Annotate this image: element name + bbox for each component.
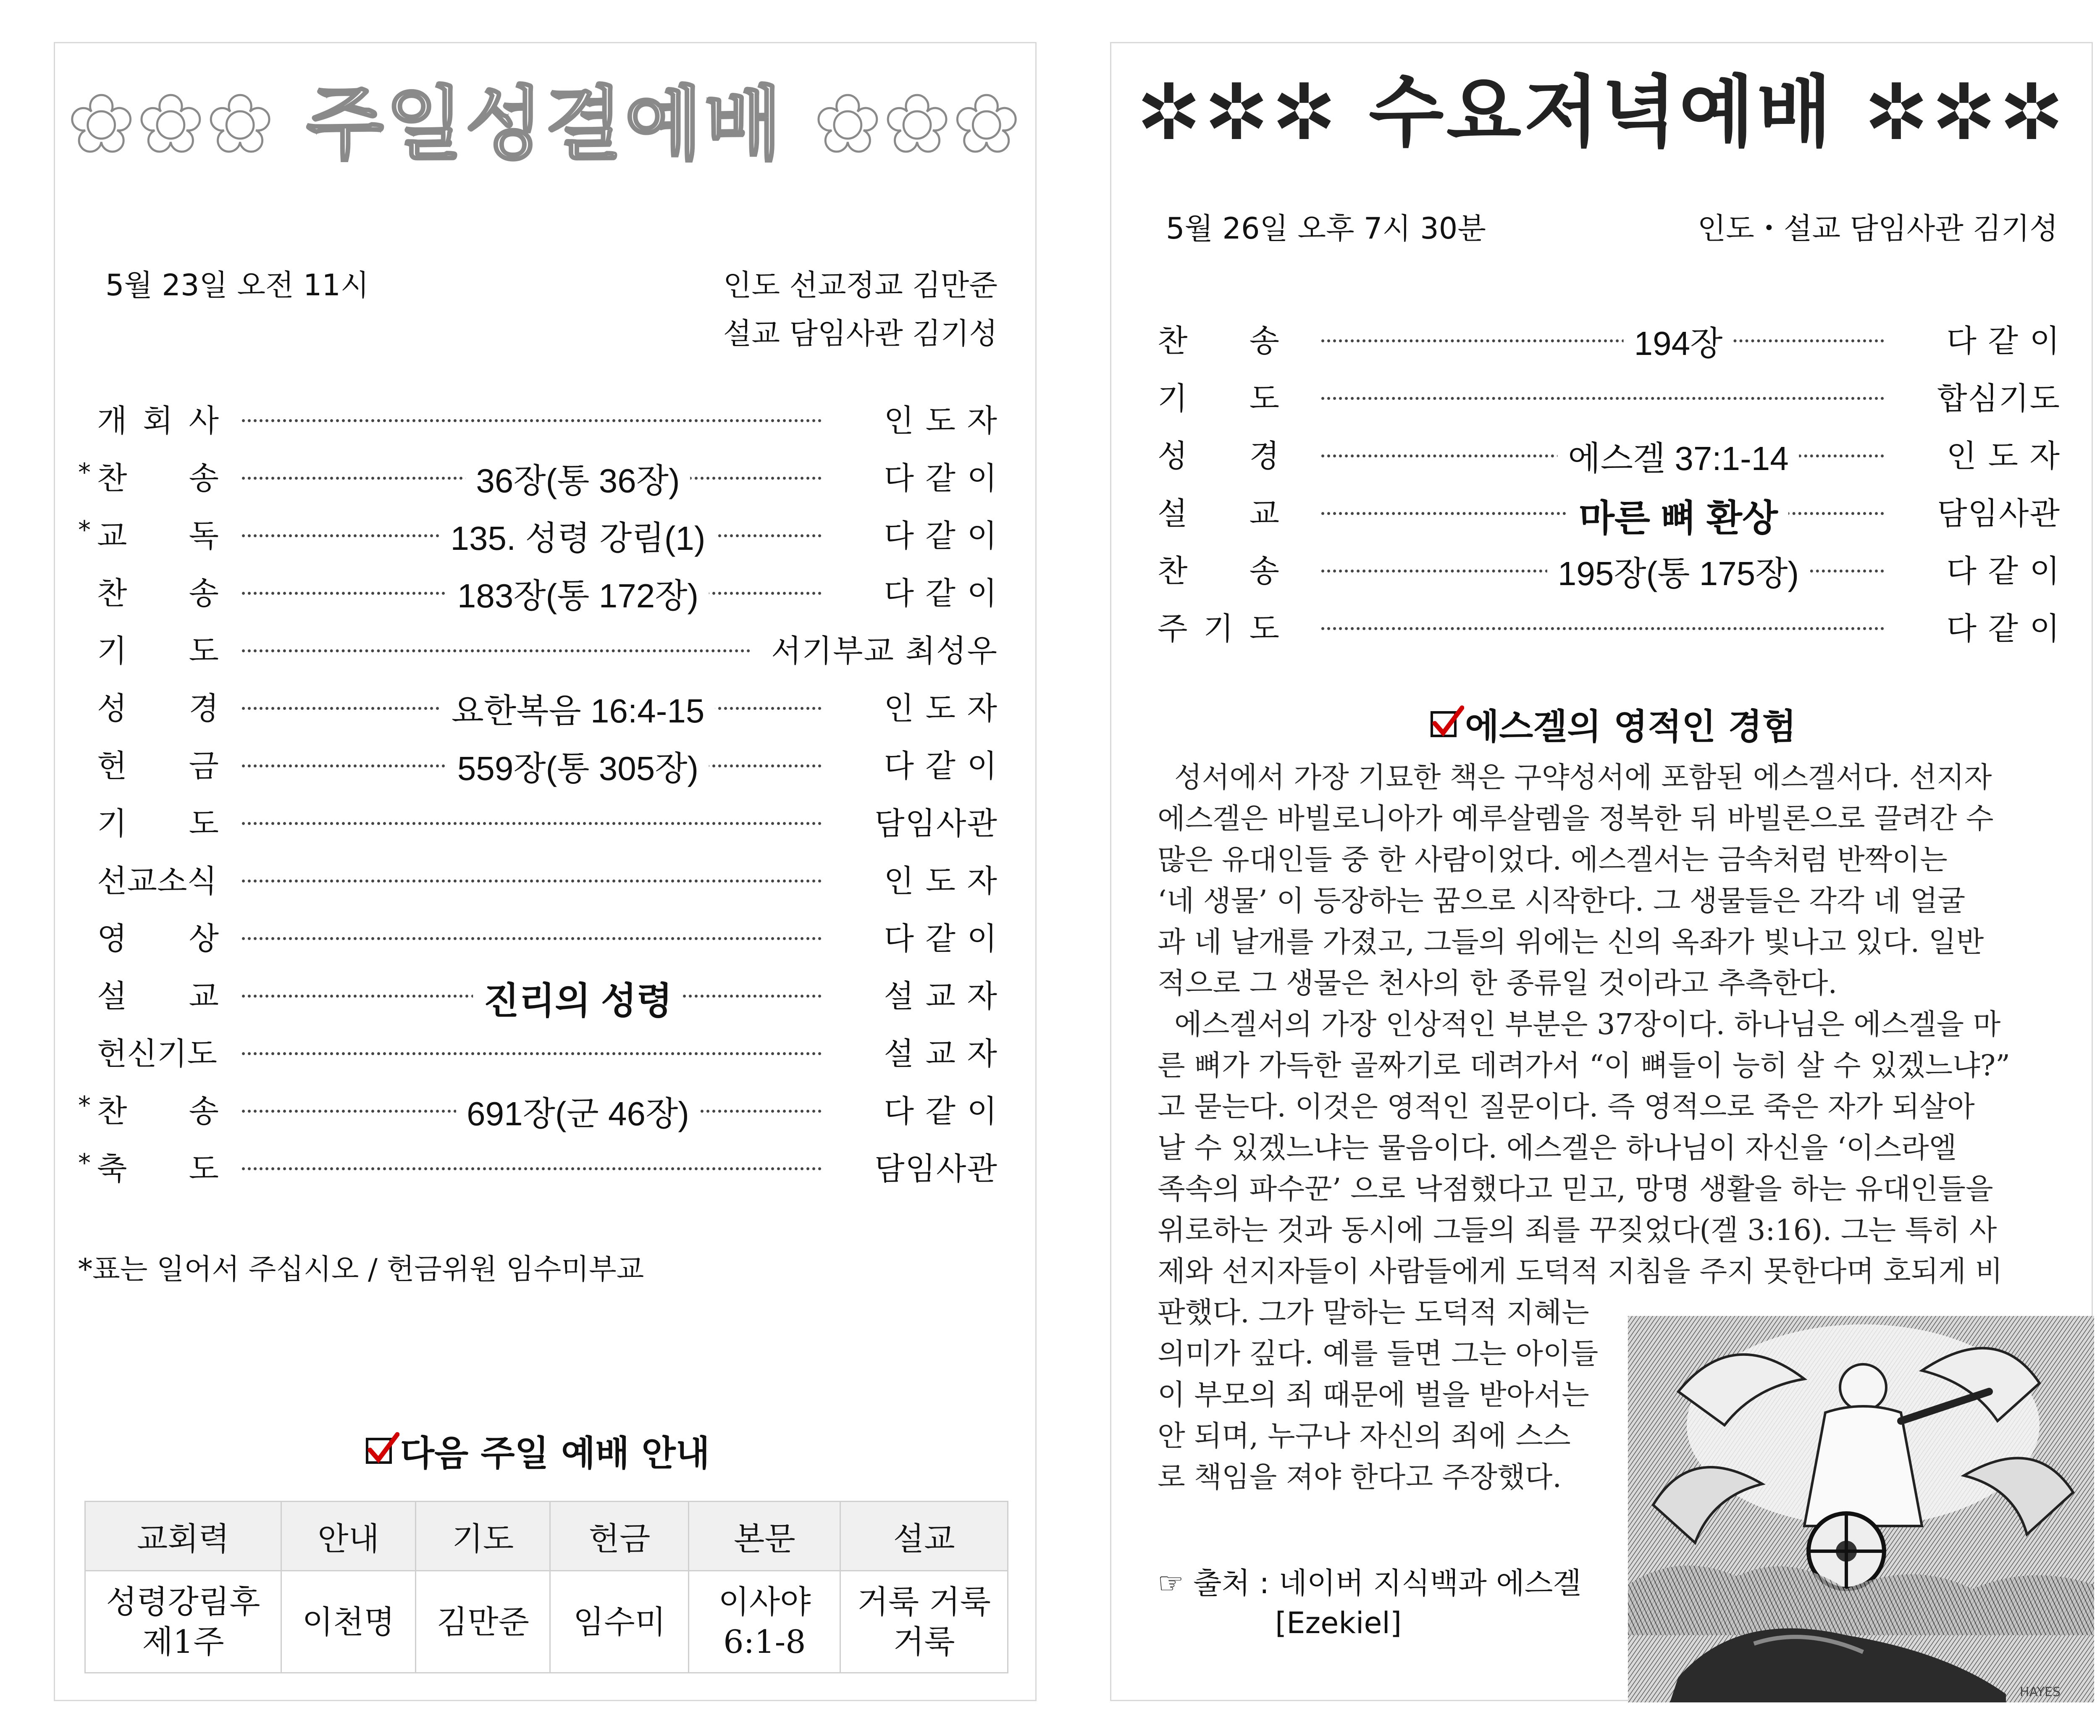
order-item-label: 주 기 도 [1158,611,1279,647]
wednesday-leader: 인도・설교 담임사관 김기성 [1697,211,2058,246]
order-item-detail: 36장(통 36장) [465,454,690,502]
dotted-leader [242,822,822,825]
order-item-leader: 담임사관 [874,806,998,842]
order-item-label: 찬 송 [97,1093,219,1129]
article-line: 많은 유대인들 중 한 사람이었다. 에스겔서는 금속처럼 반짝이는 [1158,843,1948,877]
table-header: 헌금 [550,1502,689,1571]
dotted-leader [242,937,822,940]
order-row [1158,489,2061,539]
table-header: 교회력 [85,1502,281,1571]
order-item-leader: 인 도 자 [1946,438,2061,474]
order-row [78,454,998,500]
sunday-title-text: 주일성결예배 [306,78,784,171]
order-item-label: 성 경 [97,691,219,727]
order-item-leader: 인 도 자 [884,863,998,899]
star-decoration-right: ✲✲✲ [1864,67,2067,158]
source-citation-en: [Ezekiel] [1275,1606,1402,1640]
dotted-leader [242,880,822,882]
article-line: 위로하는 것과 동시에 그들의 죄를 꾸짖었다(겔 3:16). 그는 특히 사 [1158,1214,1997,1247]
order-row [78,1087,998,1133]
order-item-label: 선교소식 [97,863,217,899]
next-service-heading [366,1425,710,1476]
table-header: 본문 [689,1502,840,1571]
order-row [78,741,998,788]
order-row [78,626,998,672]
order-item-label: 교 독 [97,518,219,554]
wednesday-datetime: 5월 26일 오후 7시 30분 [1166,211,1486,246]
order-item-label: 축 도 [97,1151,219,1187]
standing-marker: * [78,458,91,487]
order-item-label: 기 도 [1158,381,1279,417]
next-service-heading-text: 다음 주일 예배 안내 [400,1433,710,1474]
order-row [1158,316,2061,362]
checkbox-icon [1431,711,1457,737]
article-line: 에스겔은 바빌로니아가 예루살렘을 정복한 뒤 바빌론으로 끌려간 수 [1158,802,1994,835]
order-item-detail: 195장(통 175장) [1547,546,1809,595]
table-cell: 이천명 [281,1571,416,1673]
order-item-leader: 담임사관 [1937,496,2061,532]
notice-star: * [78,1253,92,1286]
sunday-title [55,60,1035,175]
order-row [1158,431,2061,478]
ezekiel-vision-engraving [1628,1316,2094,1702]
order-item-leader: 설 교 자 [884,978,998,1014]
article-line: 이 부모의 죄 때문에 벌을 받아서는 [1158,1379,1589,1412]
article-line: 로 책임을 져야 한다고 주장했다. [1158,1461,1562,1494]
order-item-leader: 인 도 자 [884,403,998,439]
table-header: 기도 [416,1502,550,1571]
order-item-detail: 에스겔 37:1-14 [1557,431,1799,480]
article-heading-text: 에스겔의 영적인 경험 [1465,706,1796,747]
flower-decoration-left: ✿✿✿ [68,78,276,171]
sunday-datetime: 5월 23일 오전 11시 [105,268,369,302]
order-row [78,1029,998,1075]
article-heading [1431,699,1796,749]
order-row [78,684,998,730]
notice-text: 표는 일어서 주십시오 / 헌금위원 임수미부교 [92,1253,644,1286]
order-item-detail: 요한복음 16:4-15 [441,684,715,732]
order-item-label: 헌 금 [97,748,219,784]
article-line: 족속의 파수꾼’ 으로 낙점했다고 믿고, 망명 생활을 하는 유대인들을 [1158,1173,1993,1206]
engraver-signature: HAYES [2019,1685,2061,1699]
article-line: 의미가 깊다. 예를 들면 그는 아이들 [1158,1337,1599,1371]
order-item-detail: 559장(통 305장) [447,741,709,790]
source-citation: ☞ 출처 : 네이버 지식백과 에스겔 [1158,1566,1582,1600]
order-item-label: 설 교 [97,978,219,1014]
article-line: 판했다. 그가 말하는 도덕적 지혜는 [1158,1296,1589,1329]
order-item-label: 개 회 사 [97,403,219,439]
checkbox-icon [366,1438,392,1464]
table-cell: 거룩 거룩 거룩 [840,1571,1008,1673]
order-item-leader: 다 같 이 [1946,323,2061,359]
dotted-leader [242,1167,822,1170]
order-item-label: 영 상 [97,921,219,957]
standing-notice [78,1247,644,1287]
standing-marker: * [78,1148,91,1178]
order-row [78,569,998,615]
wednesday-title-text: 수요저녁예배 [1368,67,1835,158]
order-item-leader: 설 교 자 [884,1036,998,1072]
article-body-continued [1158,1292,1620,1498]
order-row [1158,374,2061,420]
article-line: 적으로 그 생물은 천사의 한 종류일 것이라고 추측한다. [1158,967,1838,1000]
sunday-leader-line1: 인도 선교정교 김만준 [723,268,998,302]
order-item-label: 찬 송 [97,460,219,496]
standing-marker: * [78,1091,91,1120]
wednesday-bulletin-panel [1110,42,2093,1701]
order-row [1158,604,2061,650]
order-item-leader: 서기부교 최성우 [771,633,998,669]
table-cell: 김만준 [416,1571,550,1673]
order-item-label: 찬 송 [1158,553,1279,589]
standing-marker: * [78,515,91,545]
flower-decoration-right: ✿✿✿ [814,78,1023,171]
order-item-leader: 다 같 이 [884,575,998,612]
order-item-label: 찬 송 [97,575,219,612]
order-item-label: 성 경 [1158,438,1279,474]
article-body [1158,757,2061,1292]
order-item-leader: 담임사관 [874,1151,998,1187]
dotted-leader [242,649,750,652]
order-item-leader: 다 같 이 [884,921,998,957]
wednesday-title [1111,50,2092,161]
star-decoration-left: ✲✲✲ [1136,67,1339,158]
order-item-leader: 다 같 이 [1946,611,2061,647]
order-item-leader: 다 같 이 [884,460,998,496]
sunday-leader-line2: 설교 담임사관 김기성 [723,316,998,351]
dotted-leader [242,419,822,422]
article-line: 제와 선지자들이 사람들에게 도덕적 지침을 주지 못한다며 호되게 비 [1158,1255,2003,1288]
order-item-detail: 183장(통 172장) [447,569,709,617]
order-row [78,396,998,442]
article-line: 과 네 날개를 가졌고, 그들의 위에는 신의 옥좌가 빛나고 있다. 일반 [1158,926,1984,959]
order-item-leader: 다 같 이 [884,748,998,784]
next-service-table [84,1501,1008,1673]
article-line: 른 뼈가 가득한 골짜기로 데려가서 “이 뼈들이 능히 살 수 있겠느냐?” [1158,1049,2011,1082]
order-row [78,799,998,845]
order-item-leader: 다 같 이 [884,1093,998,1129]
order-row [78,914,998,960]
order-item-leader: 합심기도 [1937,381,2061,417]
order-row [78,511,998,557]
dotted-leader [1321,397,1884,400]
table-cell: 임수미 [550,1571,689,1673]
article-line: 에스겔서의 가장 인상적인 부분은 37장이다. 하나님은 에스겔을 마 [1174,1008,2001,1041]
article-line: ‘네 생물’ 이 등장하는 꿈으로 시작한다. 그 생물들은 각각 네 얼굴 [1158,885,1966,918]
order-item-detail: 691장(군 46장) [456,1087,700,1135]
order-item-leader: 인 도 자 [884,691,998,727]
order-item-detail: 135. 성령 강림(1) [440,511,716,559]
order-row [1158,546,2061,593]
order-row [78,972,998,1022]
dotted-leader [1321,627,1884,630]
table-header: 안내 [281,1502,416,1571]
order-row [78,856,998,903]
article-line: 성서에서 가장 기묘한 책은 구약성서에 포함된 에스겔서다. 선지자 [1174,761,1992,794]
order-item-leader: 다 같 이 [1946,553,2061,589]
article-line: 안 되며, 누구나 자신의 죄에 스스 [1158,1420,1571,1453]
order-item-leader: 다 같 이 [884,518,998,554]
article-line: 날 수 있겠느냐는 물음이다. 에스겔은 하나님이 자신을 ‘이스라엘 [1158,1132,1957,1165]
order-item-label: 설 교 [1158,496,1279,532]
order-item-detail: 마른 뼈 환상 [1568,489,1788,542]
dotted-leader [242,1052,822,1055]
order-item-label: 기 도 [97,806,219,842]
sunday-bulletin-panel [54,42,1037,1701]
order-item-detail: 진리의 성령 [473,972,683,1024]
order-item-detail: 194장 [1624,316,1733,365]
table-cell: 성령강림후 제1주 [85,1571,281,1673]
order-item-label: 기 도 [97,633,219,669]
order-item-label: 헌신기도 [97,1036,217,1072]
order-row [78,1144,998,1190]
table-header: 설교 [840,1502,1008,1571]
table-cell: 이사야 6:1-8 [689,1571,840,1673]
dotted-leader [1321,339,1884,342]
article-line: 고 묻는다. 이것은 영적인 질문이다. 즉 영적으로 죽은 자가 되살아 [1158,1090,1975,1124]
order-item-label: 찬 송 [1158,323,1279,359]
